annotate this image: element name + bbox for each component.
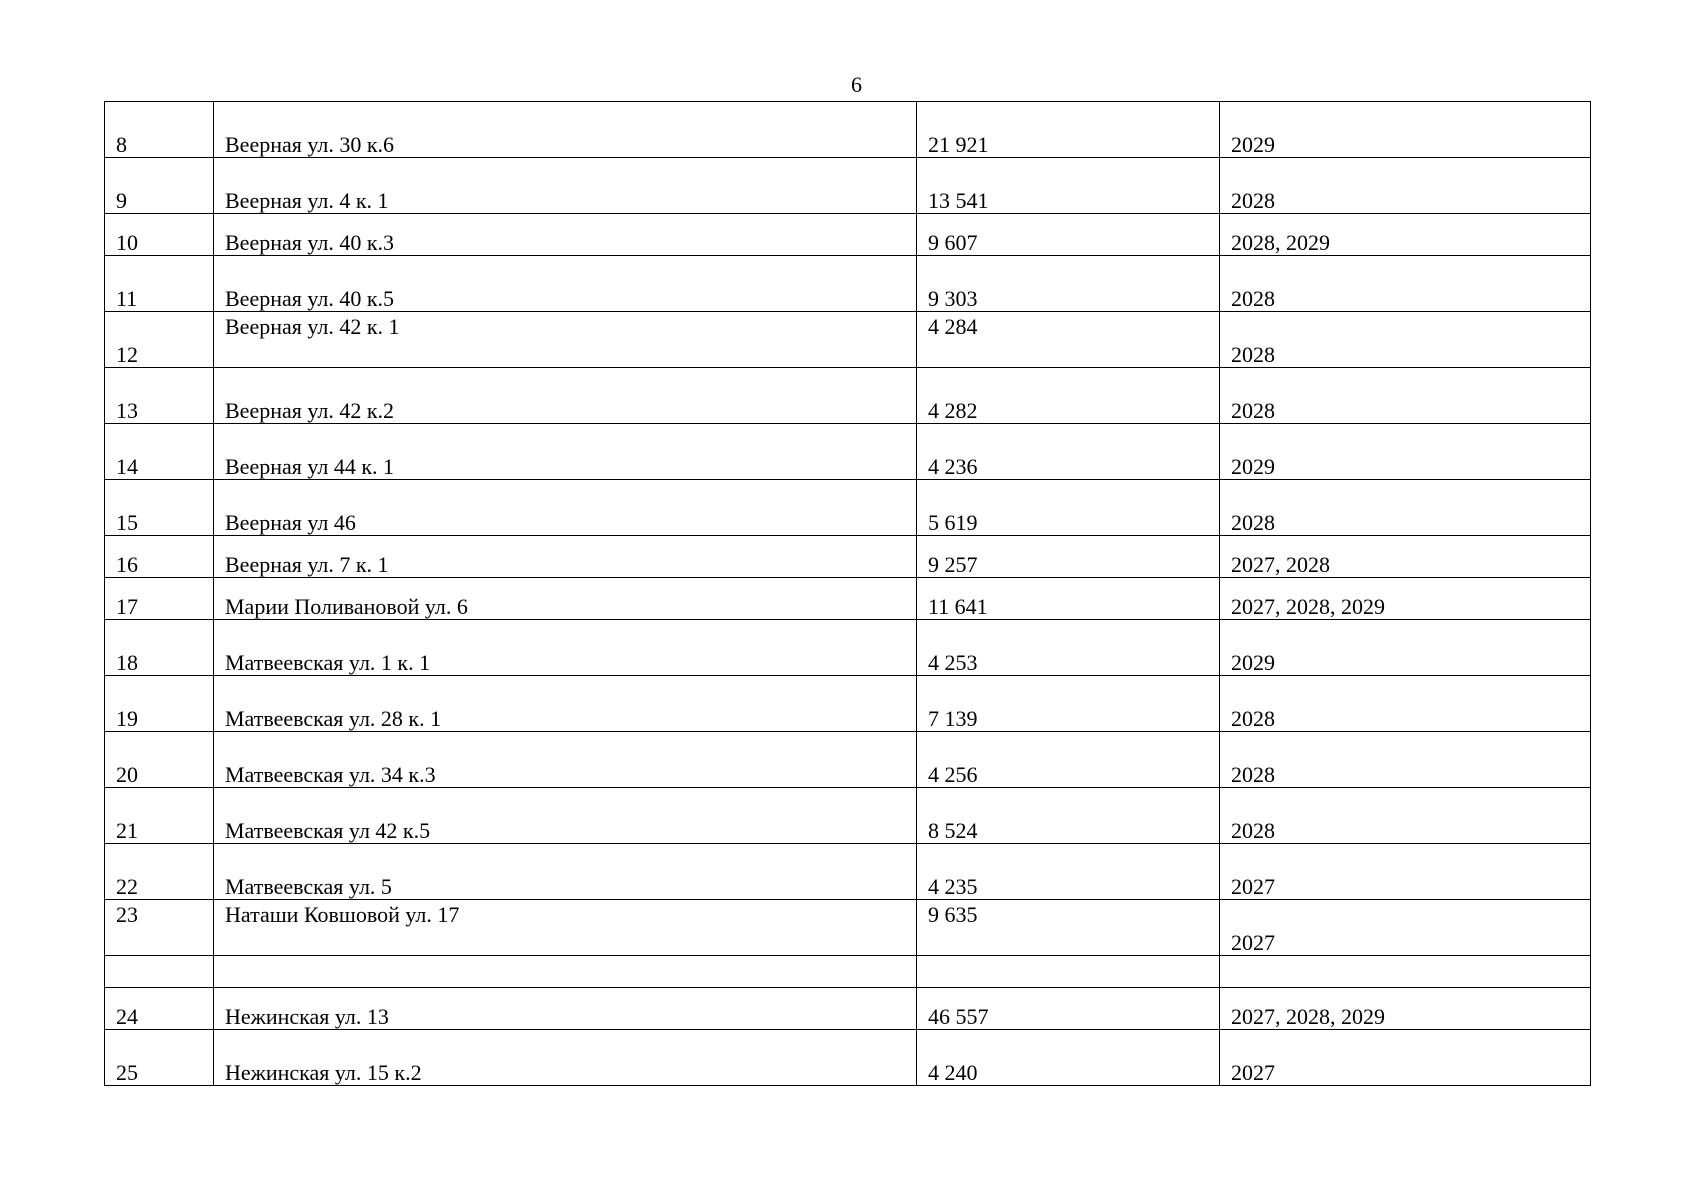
table-row	[105, 102, 1591, 158]
years: 2027	[1231, 930, 1275, 955]
years-cell	[1220, 312, 1591, 368]
empty-cell	[105, 956, 214, 988]
address: Веерная ул 46	[225, 510, 356, 535]
row-number: 19	[116, 706, 138, 731]
area-cell	[917, 676, 1220, 732]
years: 2028	[1231, 706, 1275, 731]
address: Веерная ул. 42 к.2	[225, 398, 395, 423]
table-row	[105, 536, 1591, 578]
row-number-cell	[105, 620, 214, 676]
address-cell	[214, 424, 917, 480]
address-cell	[214, 620, 917, 676]
table-row	[105, 368, 1591, 424]
years: 2027	[1231, 874, 1275, 899]
address: Веерная ул. 4 к. 1	[225, 188, 389, 213]
row-number: 20	[116, 762, 138, 787]
row-number: 12	[116, 342, 138, 367]
years-cell	[1220, 368, 1591, 424]
row-number: 11	[116, 286, 138, 311]
area: 9 607	[928, 230, 978, 255]
table-row	[105, 988, 1591, 1030]
row-number: 25	[116, 1060, 138, 1085]
years: 2029	[1231, 454, 1275, 479]
address-cell	[214, 844, 917, 900]
table-row	[105, 788, 1591, 844]
address-cell	[214, 214, 917, 256]
row-number-cell	[105, 312, 214, 368]
years: 2028, 2029	[1231, 230, 1330, 255]
address-cell	[214, 368, 917, 424]
row-number-cell	[105, 368, 214, 424]
years-cell	[1220, 844, 1591, 900]
area-cell	[917, 368, 1220, 424]
table-row	[105, 256, 1591, 312]
row-number-cell	[105, 480, 214, 536]
years: 2028	[1231, 342, 1275, 367]
table-row	[105, 732, 1591, 788]
table-row	[105, 480, 1591, 536]
row-number: 23	[116, 902, 138, 927]
address: Матвеевская ул 42 к.5	[225, 818, 431, 843]
row-number: 22	[116, 874, 138, 899]
row-number: 8	[116, 132, 127, 157]
address-cell	[214, 256, 917, 312]
area-cell	[917, 256, 1220, 312]
table-row-empty	[105, 956, 1591, 988]
table-row	[105, 844, 1591, 900]
area: 9 303	[928, 286, 978, 311]
row-number-cell	[105, 578, 214, 620]
years: 2029	[1231, 132, 1275, 157]
area: 11 641	[928, 594, 988, 619]
address: Нежинская ул. 13	[225, 1004, 389, 1029]
years-cell	[1220, 102, 1591, 158]
address: Наташи Ковшовой ул. 17	[225, 902, 460, 927]
address: Нежинская ул. 15 к.2	[225, 1060, 422, 1085]
area: 9 257	[928, 552, 978, 577]
table-row	[105, 424, 1591, 480]
row-number-cell	[105, 424, 214, 480]
years: 2028	[1231, 510, 1275, 535]
years-cell	[1220, 536, 1591, 578]
row-number: 9	[116, 188, 127, 213]
table-row	[105, 214, 1591, 256]
area: 4 236	[928, 454, 978, 479]
area-cell	[917, 424, 1220, 480]
area-cell	[917, 158, 1220, 214]
address: Матвеевская ул. 34 к.3	[225, 762, 436, 787]
years: 2028	[1231, 286, 1275, 311]
years-cell	[1220, 620, 1591, 676]
area: 13 541	[928, 188, 989, 213]
years: 2028	[1231, 762, 1275, 787]
area-cell	[917, 732, 1220, 788]
area-cell	[917, 900, 1220, 956]
buildings-table	[104, 101, 1591, 1086]
row-number: 10	[116, 230, 138, 255]
row-number: 18	[116, 650, 138, 675]
years-cell	[1220, 578, 1591, 620]
area-cell	[917, 480, 1220, 536]
area: 4 284	[928, 314, 978, 339]
years: 2027, 2028, 2029	[1231, 594, 1385, 619]
area: 9 635	[928, 902, 978, 927]
row-number-cell	[105, 988, 214, 1030]
row-number: 16	[116, 552, 138, 577]
address: Веерная ул 44 к. 1	[225, 454, 395, 479]
area-cell	[917, 578, 1220, 620]
table-row	[105, 676, 1591, 732]
address-cell	[214, 536, 917, 578]
row-number-cell	[105, 536, 214, 578]
address: Веерная ул. 40 к.3	[225, 230, 395, 255]
address-cell	[214, 1030, 917, 1086]
empty-cell	[917, 956, 1220, 988]
area: 46 557	[928, 1004, 989, 1029]
row-number-cell	[105, 1030, 214, 1086]
row-number-cell	[105, 676, 214, 732]
area: 4 240	[928, 1060, 978, 1085]
row-number-cell	[105, 158, 214, 214]
area: 4 282	[928, 398, 978, 423]
row-number-cell	[105, 732, 214, 788]
area: 5 619	[928, 510, 978, 535]
area-cell	[917, 102, 1220, 158]
row-number-cell	[105, 214, 214, 256]
row-number: 13	[116, 398, 138, 423]
area-cell	[917, 988, 1220, 1030]
area: 4 253	[928, 650, 978, 675]
address: Матвеевская ул. 1 к. 1	[225, 650, 431, 675]
years-cell	[1220, 256, 1591, 312]
table-row	[105, 900, 1591, 956]
address-cell	[214, 676, 917, 732]
years: 2028	[1231, 818, 1275, 843]
page-number: 6	[851, 72, 862, 97]
years-cell	[1220, 158, 1591, 214]
row-number-cell	[105, 844, 214, 900]
table-row	[105, 578, 1591, 620]
years-cell	[1220, 732, 1591, 788]
address: Веерная ул. 30 к.6	[225, 132, 395, 157]
area-cell	[917, 214, 1220, 256]
row-number-cell	[105, 788, 214, 844]
area: 4 235	[928, 874, 978, 899]
address-cell	[214, 988, 917, 1030]
address-cell	[214, 900, 917, 956]
years: 2027, 2028, 2029	[1231, 1004, 1385, 1029]
empty-cell	[1220, 956, 1591, 988]
table-row	[105, 312, 1591, 368]
address-cell	[214, 732, 917, 788]
address-cell	[214, 312, 917, 368]
address-cell	[214, 158, 917, 214]
address: Веерная ул. 40 к.5	[225, 286, 395, 311]
table-row	[105, 1030, 1591, 1086]
empty-cell	[214, 956, 917, 988]
area: 21 921	[928, 132, 989, 157]
address: Веерная ул. 7 к. 1	[225, 552, 389, 577]
area-cell	[917, 312, 1220, 368]
address: Матвеевская ул. 5	[225, 874, 392, 899]
years: 2028	[1231, 398, 1275, 423]
row-number: 21	[116, 818, 138, 843]
row-number-cell	[105, 256, 214, 312]
area-cell	[917, 1030, 1220, 1086]
years-cell	[1220, 480, 1591, 536]
area: 4 256	[928, 762, 978, 787]
area-cell	[917, 536, 1220, 578]
address-cell	[214, 578, 917, 620]
years-cell	[1220, 424, 1591, 480]
address-cell	[214, 480, 917, 536]
years: 2027, 2028	[1231, 552, 1330, 577]
years-cell	[1220, 1030, 1591, 1086]
years-cell	[1220, 676, 1591, 732]
area-cell	[917, 788, 1220, 844]
row-number: 24	[116, 1004, 138, 1029]
address: Матвеевская ул. 28 к. 1	[225, 706, 442, 731]
years: 2028	[1231, 188, 1275, 213]
row-number: 15	[116, 510, 138, 535]
row-number: 14	[116, 454, 138, 479]
area: 7 139	[928, 706, 978, 731]
years-cell	[1220, 214, 1591, 256]
years-cell	[1220, 900, 1591, 956]
years: 2027	[1231, 1060, 1275, 1085]
years-cell	[1220, 988, 1591, 1030]
row-number: 17	[116, 594, 138, 619]
table-row	[105, 158, 1591, 214]
area: 8 524	[928, 818, 978, 843]
years: 2029	[1231, 650, 1275, 675]
years-cell	[1220, 788, 1591, 844]
address: Марии Поливановой ул. 6	[225, 594, 468, 619]
area-cell	[917, 844, 1220, 900]
table-row	[105, 620, 1591, 676]
area-cell	[917, 620, 1220, 676]
address-cell	[214, 102, 917, 158]
address-cell	[214, 788, 917, 844]
address: Веерная ул. 42 к. 1	[225, 314, 400, 339]
row-number-cell	[105, 102, 214, 158]
row-number-cell	[105, 900, 214, 956]
